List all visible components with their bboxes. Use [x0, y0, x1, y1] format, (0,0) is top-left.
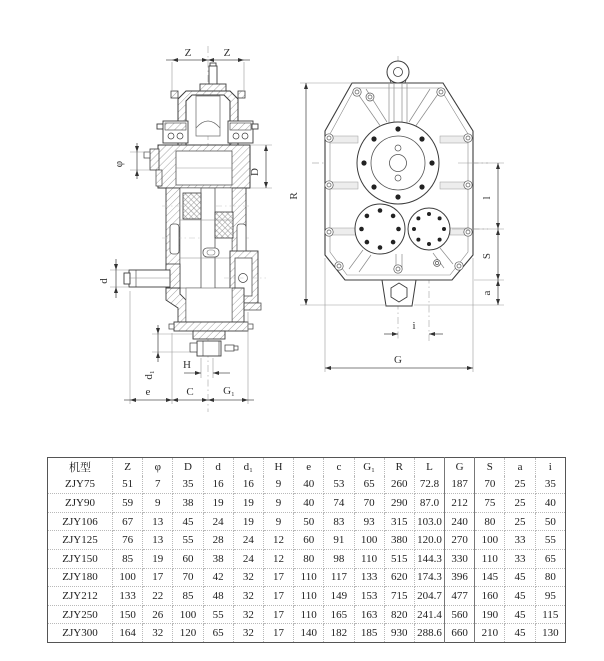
column-header: i — [548, 460, 552, 473]
value-cell: 85 — [113, 549, 143, 568]
value-cell: 17 — [263, 568, 293, 587]
value-cell: 140 — [294, 624, 324, 643]
value-cell: 19 — [143, 549, 173, 568]
value-cell: 80 — [475, 512, 505, 531]
dim-label-i: i — [412, 320, 416, 332]
table-row — [48, 549, 566, 568]
value-cell: 80 — [535, 568, 565, 587]
value-cell: 40 — [294, 476, 324, 494]
value-cell: 19 — [233, 494, 263, 513]
dim-label-phi: φ — [113, 160, 125, 168]
value-cell: 12 — [263, 549, 293, 568]
value-cell: 100 — [475, 531, 505, 550]
value-cell: 110 — [475, 549, 505, 568]
value-cell: 60 — [294, 531, 324, 550]
value-cell: 163 — [354, 605, 384, 624]
value-cell: 164 — [113, 624, 143, 643]
value-cell: 13 — [143, 512, 173, 531]
value-cell: 241.4 — [414, 605, 444, 624]
value-cell: 24 — [203, 512, 233, 531]
coupling-cavity — [196, 96, 220, 136]
value-cell: 25 — [505, 476, 535, 494]
value-cell: 17 — [143, 568, 173, 587]
column-header: c — [324, 458, 354, 476]
value-cell: 19 — [203, 494, 233, 513]
dim-label-C: C — [186, 386, 194, 398]
value-cell: 59 — [113, 494, 143, 513]
dim-label-e: e — [145, 386, 151, 398]
column-header: G₁ — [354, 458, 384, 476]
value-cell: 100 — [173, 605, 203, 624]
value-cell: 33 — [505, 549, 535, 568]
value-cell: 98 — [324, 549, 354, 568]
dimension-i — [384, 320, 443, 336]
dim-label-R: R — [288, 192, 300, 200]
lower-left-flange — [355, 204, 405, 254]
value-cell: 42 — [203, 568, 233, 587]
dim-label-a: a — [481, 290, 493, 296]
value-cell: 9 — [263, 476, 293, 494]
front-view — [288, 56, 504, 372]
model-cell: ZJY75 — [48, 476, 113, 494]
value-cell: 55 — [173, 531, 203, 550]
value-cell: 24 — [233, 549, 263, 568]
value-cell: 7 — [143, 476, 173, 494]
bearing-right — [228, 121, 258, 143]
column-header: R — [384, 458, 414, 476]
value-cell: 25 — [505, 512, 535, 531]
value-cell: 19 — [233, 512, 263, 531]
model-cell: ZJY90 — [48, 494, 113, 513]
table-row — [48, 587, 566, 606]
value-cell: 17 — [263, 587, 293, 606]
value-cell: 32 — [233, 568, 263, 587]
value-cell: 120 — [173, 624, 203, 643]
value-cell: 45 — [505, 624, 535, 643]
dim-label-z-left: Z — [184, 47, 192, 59]
value-cell: 38 — [203, 549, 233, 568]
dim-label-D: D — [249, 168, 261, 176]
lower-housing — [166, 288, 253, 331]
value-cell: 204.7 — [414, 587, 444, 606]
value-cell: 83 — [324, 512, 354, 531]
value-cell: 51 — [113, 476, 143, 494]
value-cell: 240 — [445, 512, 475, 531]
value-cell: 70 — [475, 476, 505, 494]
value-cell: 380 — [384, 531, 414, 550]
value-cell: 55 — [535, 531, 565, 550]
dimension-d1 — [143, 325, 193, 380]
dim-label-G: G — [394, 354, 402, 366]
dim-label-z-right: Z — [223, 47, 231, 59]
value-cell: 16 — [233, 476, 263, 494]
value-cell: 45 — [505, 587, 535, 606]
dim-label-d: d — [98, 278, 110, 284]
column-header: e — [294, 458, 324, 476]
value-cell: 65 — [203, 624, 233, 643]
value-cell: 16 — [203, 476, 233, 494]
column-header: G — [445, 458, 475, 476]
dim-label-H: H — [183, 359, 191, 371]
value-cell: 95 — [535, 587, 565, 606]
model-cell: ZJY106 — [48, 512, 113, 531]
central-flange — [357, 122, 439, 204]
table-row — [48, 476, 566, 494]
column-header: a — [505, 458, 535, 476]
value-cell: 9 — [143, 494, 173, 513]
value-cell: 270 — [445, 531, 475, 550]
value-cell: 515 — [384, 549, 414, 568]
value-cell: 91 — [324, 531, 354, 550]
value-cell: 117 — [324, 568, 354, 587]
model-cell: ZJY212 — [48, 587, 113, 606]
value-cell: 182 — [324, 624, 354, 643]
output-hub — [190, 331, 238, 356]
value-cell: 45 — [173, 512, 203, 531]
dimension-D — [249, 145, 272, 188]
value-cell: 26 — [143, 605, 173, 624]
value-cell: 12 — [263, 531, 293, 550]
value-cell: 396 — [445, 568, 475, 587]
value-cell: 74 — [324, 494, 354, 513]
value-cell: 50 — [294, 512, 324, 531]
value-cell: 330 — [445, 549, 475, 568]
value-cell: 930 — [384, 624, 414, 643]
value-cell: 9 — [263, 512, 293, 531]
value-cell: 45 — [505, 605, 535, 624]
value-cell: 160 — [475, 587, 505, 606]
value-cell: 110 — [294, 587, 324, 606]
column-header: 机型 — [48, 458, 113, 476]
value-cell: 93 — [354, 512, 384, 531]
value-cell: 290 — [384, 494, 414, 513]
housing-ear-right — [238, 91, 245, 98]
dim-label-d1: d₁ — [143, 370, 155, 380]
value-cell: 60 — [173, 549, 203, 568]
value-cell: 28 — [203, 531, 233, 550]
sump — [382, 280, 416, 306]
value-cell: 17 — [263, 624, 293, 643]
value-cell: 190 — [475, 605, 505, 624]
value-cell: 72.8 — [414, 476, 444, 494]
value-cell: 210 — [475, 624, 505, 643]
model-cell: ZJY150 — [48, 549, 113, 568]
value-cell: 477 — [445, 587, 475, 606]
value-cell: 288.6 — [414, 624, 444, 643]
value-cell: 33 — [505, 531, 535, 550]
table-row — [48, 531, 566, 550]
value-cell: 22 — [143, 587, 173, 606]
spec-table-head — [48, 458, 566, 476]
value-cell: 55 — [203, 605, 233, 624]
housing-ear-left — [171, 91, 178, 98]
top-stud — [209, 63, 217, 86]
column-header: d — [203, 458, 233, 476]
value-cell: 32 — [143, 624, 173, 643]
column-header: φ — [143, 458, 173, 476]
value-cell: 165 — [324, 605, 354, 624]
mounting-flange — [144, 145, 250, 188]
value-cell: 110 — [294, 605, 324, 624]
table-row — [48, 512, 566, 531]
bearing-left — [157, 121, 188, 143]
value-cell: 103.0 — [414, 512, 444, 531]
value-cell: 120.0 — [414, 531, 444, 550]
value-cell: 80 — [294, 549, 324, 568]
value-cell: 70 — [173, 568, 203, 587]
value-cell: 100 — [113, 568, 143, 587]
value-cell: 153 — [354, 587, 384, 606]
lower-right-flange — [408, 208, 450, 250]
value-cell: 32 — [233, 624, 263, 643]
value-cell: 9 — [263, 494, 293, 513]
value-cell: 70 — [354, 494, 384, 513]
column-header: D — [173, 458, 203, 476]
value-cell: 32 — [233, 605, 263, 624]
value-cell: 133 — [113, 587, 143, 606]
value-cell: 53 — [324, 476, 354, 494]
value-cell: 35 — [173, 476, 203, 494]
table-row — [48, 568, 566, 587]
value-cell: 660 — [445, 624, 475, 643]
value-cell: 87.0 — [414, 494, 444, 513]
spec-table — [47, 457, 566, 643]
value-cell: 40 — [294, 494, 324, 513]
value-cell: 76 — [113, 531, 143, 550]
value-cell: 820 — [384, 605, 414, 624]
value-cell: 144.3 — [414, 549, 444, 568]
side-section-view — [98, 46, 272, 412]
model-cell: ZJY125 — [48, 531, 113, 550]
value-cell: 50 — [535, 512, 565, 531]
value-cell: 45 — [505, 568, 535, 587]
value-cell: 149 — [324, 587, 354, 606]
value-cell: 75 — [475, 494, 505, 513]
value-cell: 40 — [535, 494, 565, 513]
dimension-phi — [113, 143, 150, 179]
value-cell: 65 — [354, 476, 384, 494]
column-header: L — [414, 458, 444, 476]
column-header: d₁ — [233, 458, 263, 476]
value-cell: 133 — [354, 568, 384, 587]
value-cell: 38 — [173, 494, 203, 513]
value-cell: 620 — [384, 568, 414, 587]
table-row — [48, 605, 566, 624]
value-cell: 560 — [445, 605, 475, 624]
column-header: S — [475, 458, 505, 476]
model-cell: ZJY180 — [48, 568, 113, 587]
model-cell: ZJY250 — [48, 605, 113, 624]
value-cell: 110 — [354, 549, 384, 568]
value-cell: 715 — [384, 587, 414, 606]
dim-label-G1: G₁ — [223, 385, 235, 397]
value-cell: 130 — [542, 627, 559, 640]
dimension-H — [183, 358, 230, 378]
value-cell: 145 — [475, 568, 505, 587]
value-cell: 24 — [233, 531, 263, 550]
table-row — [48, 494, 566, 513]
value-cell: 260 — [384, 476, 414, 494]
value-cell: 65 — [535, 549, 565, 568]
dim-label-l: l — [481, 196, 493, 200]
value-cell: 85 — [173, 587, 203, 606]
header-row — [48, 458, 566, 476]
value-cell: 315 — [384, 512, 414, 531]
value-cell: 67 — [113, 512, 143, 531]
value-cell: 32 — [233, 587, 263, 606]
column-header: H — [263, 458, 293, 476]
value-cell: 110 — [294, 568, 324, 587]
value-cell: 17 — [263, 605, 293, 624]
value-cell: 212 — [445, 494, 475, 513]
spec-table-body — [48, 476, 566, 643]
value-cell: 187 — [445, 476, 475, 494]
value-cell: 100 — [354, 531, 384, 550]
value-cell: 115 — [535, 605, 565, 624]
model-cell: ZJY300 — [48, 624, 113, 643]
dim-label-S: S — [481, 252, 493, 260]
value-cell: 48 — [203, 587, 233, 606]
value-cell: 35 — [535, 476, 565, 494]
value-cell: 150 — [113, 605, 143, 624]
column-header: Z — [113, 458, 143, 476]
value-cell: 185 — [354, 624, 384, 643]
value-cell: 174.3 — [414, 568, 444, 587]
table-row — [48, 624, 566, 643]
value-cell: 13 — [143, 531, 173, 550]
value-cell: 25 — [505, 494, 535, 513]
